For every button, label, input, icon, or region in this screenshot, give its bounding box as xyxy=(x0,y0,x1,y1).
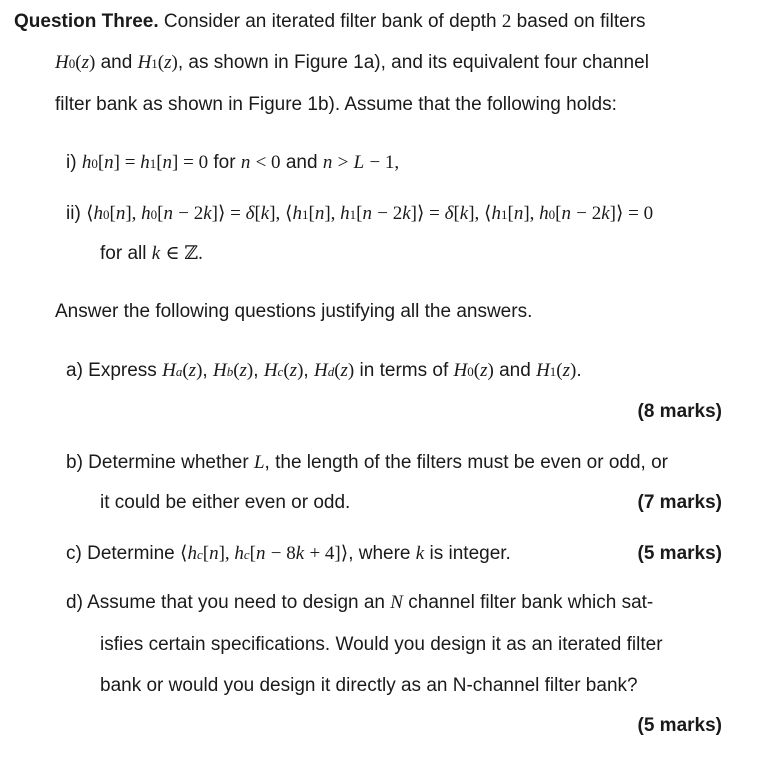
part-d-line-3: bank or would you design it directly as an N-channel filter bank? xyxy=(100,675,638,696)
part-c: c) Determine ⟨hc[n], hc[n − 8k + 4]⟩, where k is integer. xyxy=(66,543,511,564)
question-header: Question Three. Consider an iterated filter bank of depth 2 based on filters xyxy=(14,11,646,32)
part-a: a) Express Ha(z), Hb(z), Hc(z), Hd(z) in terms of H0(z) and H1(z). xyxy=(66,360,582,381)
condition-i: i) h0[n] = h1[n] = 0 for n < 0 and n > L − 1, xyxy=(66,152,400,173)
part-d-line-1: d) Assume that you need to design an N channel filter bank which sat- xyxy=(66,592,654,613)
part-b-marks: (7 marks) xyxy=(637,492,722,513)
intro-line-2: H0(z) and H1(z), as shown in Figure 1a), and its equivalent four channel xyxy=(55,52,649,73)
part-a-marks: (8 marks) xyxy=(637,401,722,422)
condition-ii-cont: for all k ∈ ℤ. xyxy=(100,243,203,264)
part-c-marks: (5 marks) xyxy=(637,543,722,564)
part-b-line-2: it could be either even or odd. xyxy=(100,492,351,513)
part-d-marks: (5 marks) xyxy=(637,715,722,736)
part-d-line-2: isfies certain specifications. Would you design it as an iterated filter xyxy=(100,634,663,655)
intro-line-3: filter bank as shown in Figure 1b). Assume that the following holds: xyxy=(55,94,617,115)
part-b-line-1: b) Determine whether L, the length of the filters must be even or odd, or xyxy=(66,452,668,473)
instructions: Answer the following questions justifying all the answers. xyxy=(55,301,533,322)
condition-ii: ii) ⟨h0[n], h0[n − 2k]⟩ = δ[k], ⟨h1[n], h1[n − 2k]⟩ = δ[k], ⟨h1[n], h0[n − 2k]⟩ = 0 xyxy=(66,203,654,224)
question-title: Question Three. xyxy=(14,11,159,32)
